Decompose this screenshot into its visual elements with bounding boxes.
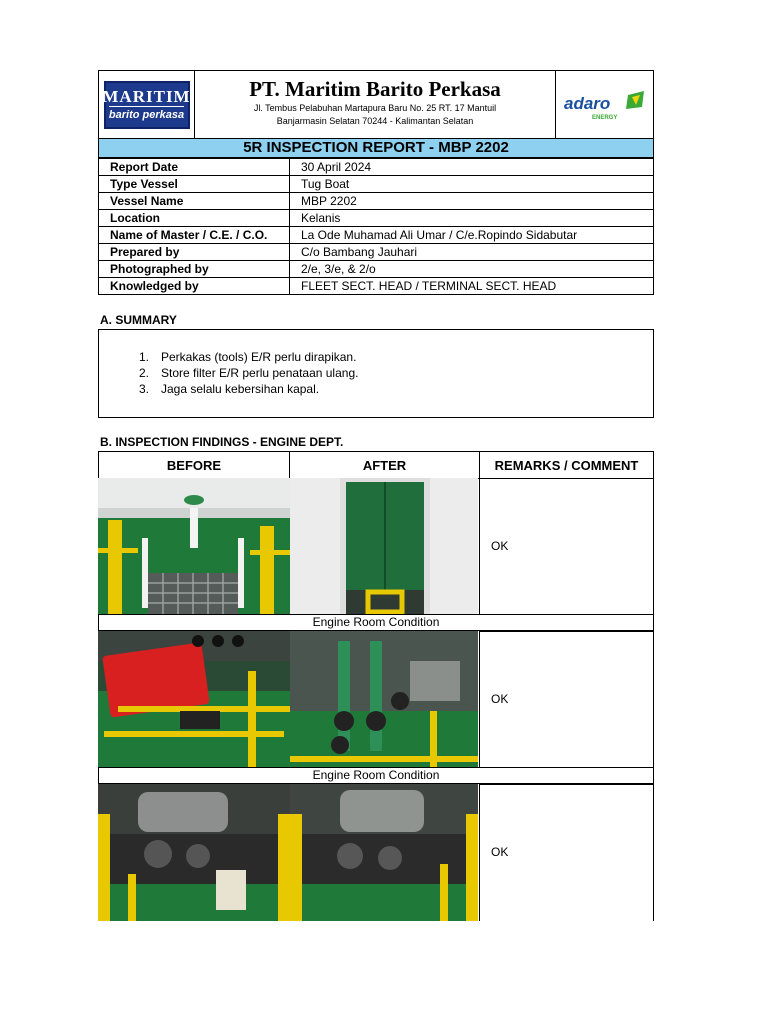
before-photo-3 bbox=[98, 784, 290, 921]
summary-list bbox=[139, 349, 358, 397]
maritim-logo bbox=[104, 81, 190, 129]
column-header-remarks: REMARKS / COMMENT bbox=[479, 451, 654, 479]
maritim-logo-subtext: barito perkasa bbox=[109, 106, 184, 122]
remark-text: OK bbox=[491, 692, 509, 706]
address-line-1: Jl. Tembus Pelabuhan Martapura Baru No. 25 RT. 17 Mantuil bbox=[253, 103, 497, 113]
summary-item-text: Jaga selalu kebersihan kapal. bbox=[161, 382, 320, 396]
column-header-after: AFTER bbox=[289, 451, 480, 479]
remark-text: OK bbox=[491, 845, 509, 859]
before-photo-1 bbox=[98, 478, 290, 615]
summary-item-number: 2. bbox=[139, 366, 150, 380]
summary-item-text: Store filter E/R perlu penataan ulang. bbox=[161, 366, 359, 380]
findings-table bbox=[98, 451, 654, 921]
info-row bbox=[99, 159, 654, 176]
info-value: Kelanis bbox=[290, 210, 654, 227]
after-photo-3 bbox=[290, 784, 478, 921]
info-value: Tug Boat bbox=[290, 176, 654, 193]
info-label: Type Vessel bbox=[99, 176, 290, 193]
info-label: Prepared by bbox=[99, 244, 290, 261]
adaro-logo-cell bbox=[556, 71, 653, 138]
info-row bbox=[99, 261, 654, 278]
info-label: Location bbox=[99, 210, 290, 227]
summary-item-number: 3. bbox=[139, 382, 150, 396]
adaro-logo bbox=[562, 87, 648, 123]
remark-cell bbox=[479, 478, 654, 615]
remark-cell bbox=[479, 631, 654, 768]
remark-text: OK bbox=[491, 539, 509, 553]
info-value: La Ode Muhamad Ali Umar / C/e.Ropindo Sidabutar bbox=[290, 227, 654, 244]
info-label: Photographed by bbox=[99, 261, 290, 278]
summary-item-number: 1. bbox=[139, 350, 150, 364]
after-photo-1 bbox=[290, 478, 478, 615]
info-value: 30 April 2024 bbox=[290, 159, 654, 176]
maritim-logo-cell bbox=[99, 71, 195, 138]
info-value: MBP 2202 bbox=[290, 193, 654, 210]
summary-box bbox=[98, 329, 654, 418]
info-label: Report Date bbox=[99, 159, 290, 176]
before-photo-2 bbox=[98, 631, 290, 768]
info-row bbox=[99, 210, 654, 227]
info-value: 2/e, 3/e, & 2/o bbox=[290, 261, 654, 278]
summary-item bbox=[139, 349, 358, 365]
info-label: Vessel Name bbox=[99, 193, 290, 210]
maritim-logo-text: MARITIM bbox=[102, 86, 191, 106]
info-row bbox=[99, 278, 654, 295]
adaro-logo-subtext: ENERGY bbox=[591, 114, 617, 121]
company-block bbox=[195, 71, 556, 138]
summary-heading: A. SUMMARY bbox=[100, 313, 177, 327]
after-photo-2 bbox=[290, 631, 478, 768]
info-row bbox=[99, 193, 654, 210]
info-row bbox=[99, 176, 654, 193]
info-label: Name of Master / C.E. / C.O. bbox=[99, 227, 290, 244]
column-header-before: BEFORE bbox=[98, 451, 290, 479]
info-row bbox=[99, 244, 654, 261]
findings-heading: B. INSPECTION FINDINGS - ENGINE DEPT. bbox=[100, 435, 344, 449]
info-value: C/o Bambang Jauhari bbox=[290, 244, 654, 261]
row-caption: Engine Room Condition bbox=[98, 614, 654, 631]
company-name: PT. Maritim Barito Perkasa bbox=[249, 77, 501, 101]
info-row bbox=[99, 227, 654, 244]
row-caption: Engine Room Condition bbox=[98, 767, 654, 784]
remark-cell bbox=[479, 784, 654, 921]
summary-item bbox=[139, 381, 358, 397]
report-header bbox=[98, 70, 654, 139]
report-title: 5R INSPECTION REPORT - MBP 2202 bbox=[98, 139, 654, 158]
report-info-table bbox=[98, 158, 654, 295]
adaro-logo-text: adaro bbox=[563, 93, 610, 113]
info-label: Knowledged by bbox=[99, 278, 290, 295]
summary-item bbox=[139, 365, 358, 381]
address-line-2: Banjarmasin Selatan 70244 - Kalimantan Selatan bbox=[276, 116, 474, 126]
summary-item-text: Perkakas (tools) E/R perlu dirapikan. bbox=[161, 350, 357, 364]
info-value: FLEET SECT. HEAD / TERMINAL SECT. HEAD bbox=[290, 278, 654, 295]
